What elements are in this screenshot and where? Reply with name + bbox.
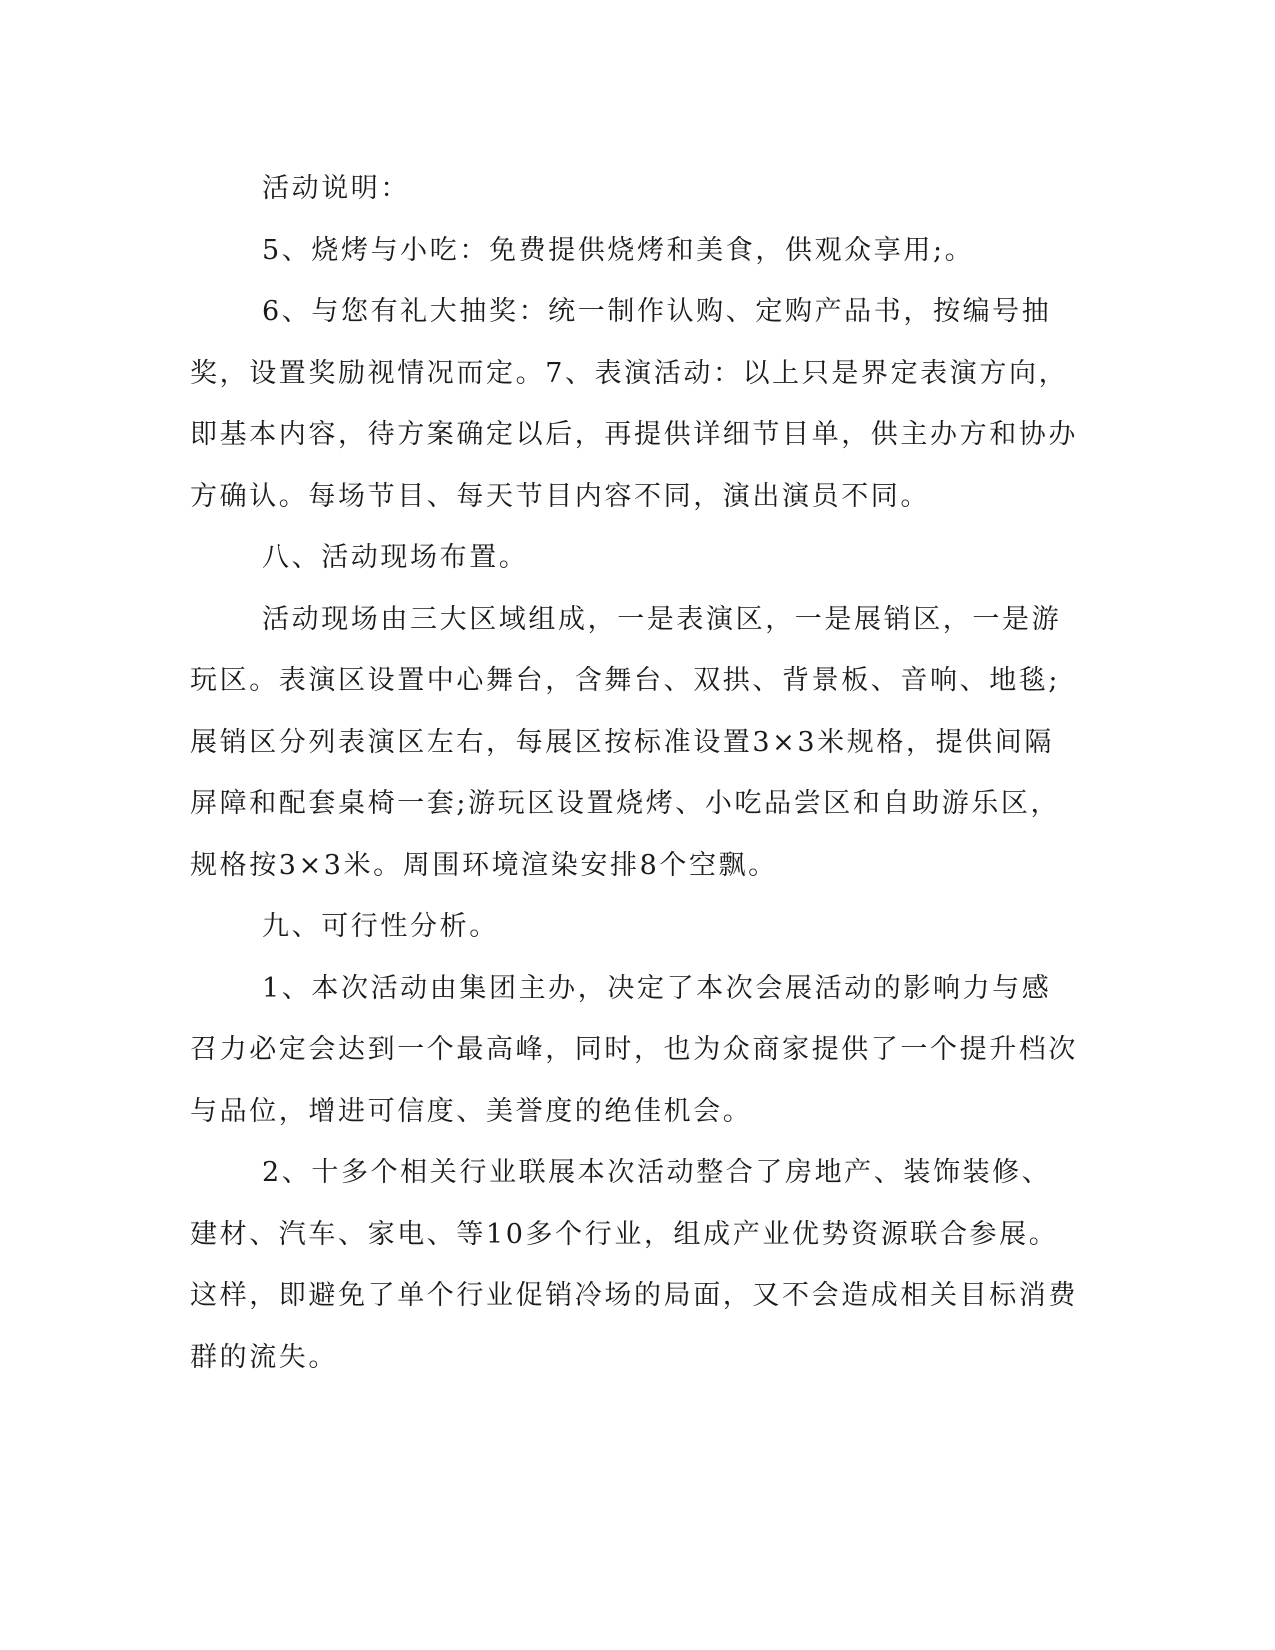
heading-feasibility: 九、可行性分析。	[262, 911, 499, 942]
paragraph-site-zones: 活动现场由三大区域组成，一是表演区，一是展销区，一是游玩区。表演区设置中心舞台，含舞台、双拱、背景板、音响、地毯;展销区分列表演区左右，每展区按标准设置3×3米规格，提供间隔屏障和配套桌椅一套;游玩区设置烧烤、小吃品尝区和自助游乐区，规格按3×3米。周围环境渲染安排8个空飘。	[190, 603, 1062, 881]
document-body	[190, 158, 1080, 1388]
paragraph-lottery-performance: 6、与您有礼大抽奖：统一制作认购、定购产品书，按编号抽奖，设置奖励视情况而定。7、表演活动：以上只是界定表演方向，即基本内容，待方案确定以后，再提供详细节目单，供主办方和协办方确认。每场节目、每天节目内容不同，演出演员不同。	[190, 296, 1078, 512]
paragraph-activity-note: 活动说明：	[262, 173, 410, 204]
paragraph-feasibility-2: 2、十多个相关行业联展本次活动整合了房地产、装饰装修、建材、汽车、家电、等10多个行业，组成产业优势资源联合参展。这样，即避免了单个行业促销冷场的局面，又不会造成相关目标消费群的流失。	[190, 1157, 1078, 1373]
paragraph-feasibility-1: 1、本次活动由集团主办，决定了本次会展活动的影响力与感召力必定会达到一个最高峰，同时，也为众商家提供了一个提升档次与品位，增进可信度、美誉度的绝佳机会。	[190, 972, 1078, 1127]
paragraph-bbq-snacks: 5、烧烤与小吃：免费提供烧烤和美食，供观众享用;。	[262, 234, 975, 266]
heading-site-layout: 八、活动现场布置。	[262, 542, 529, 573]
